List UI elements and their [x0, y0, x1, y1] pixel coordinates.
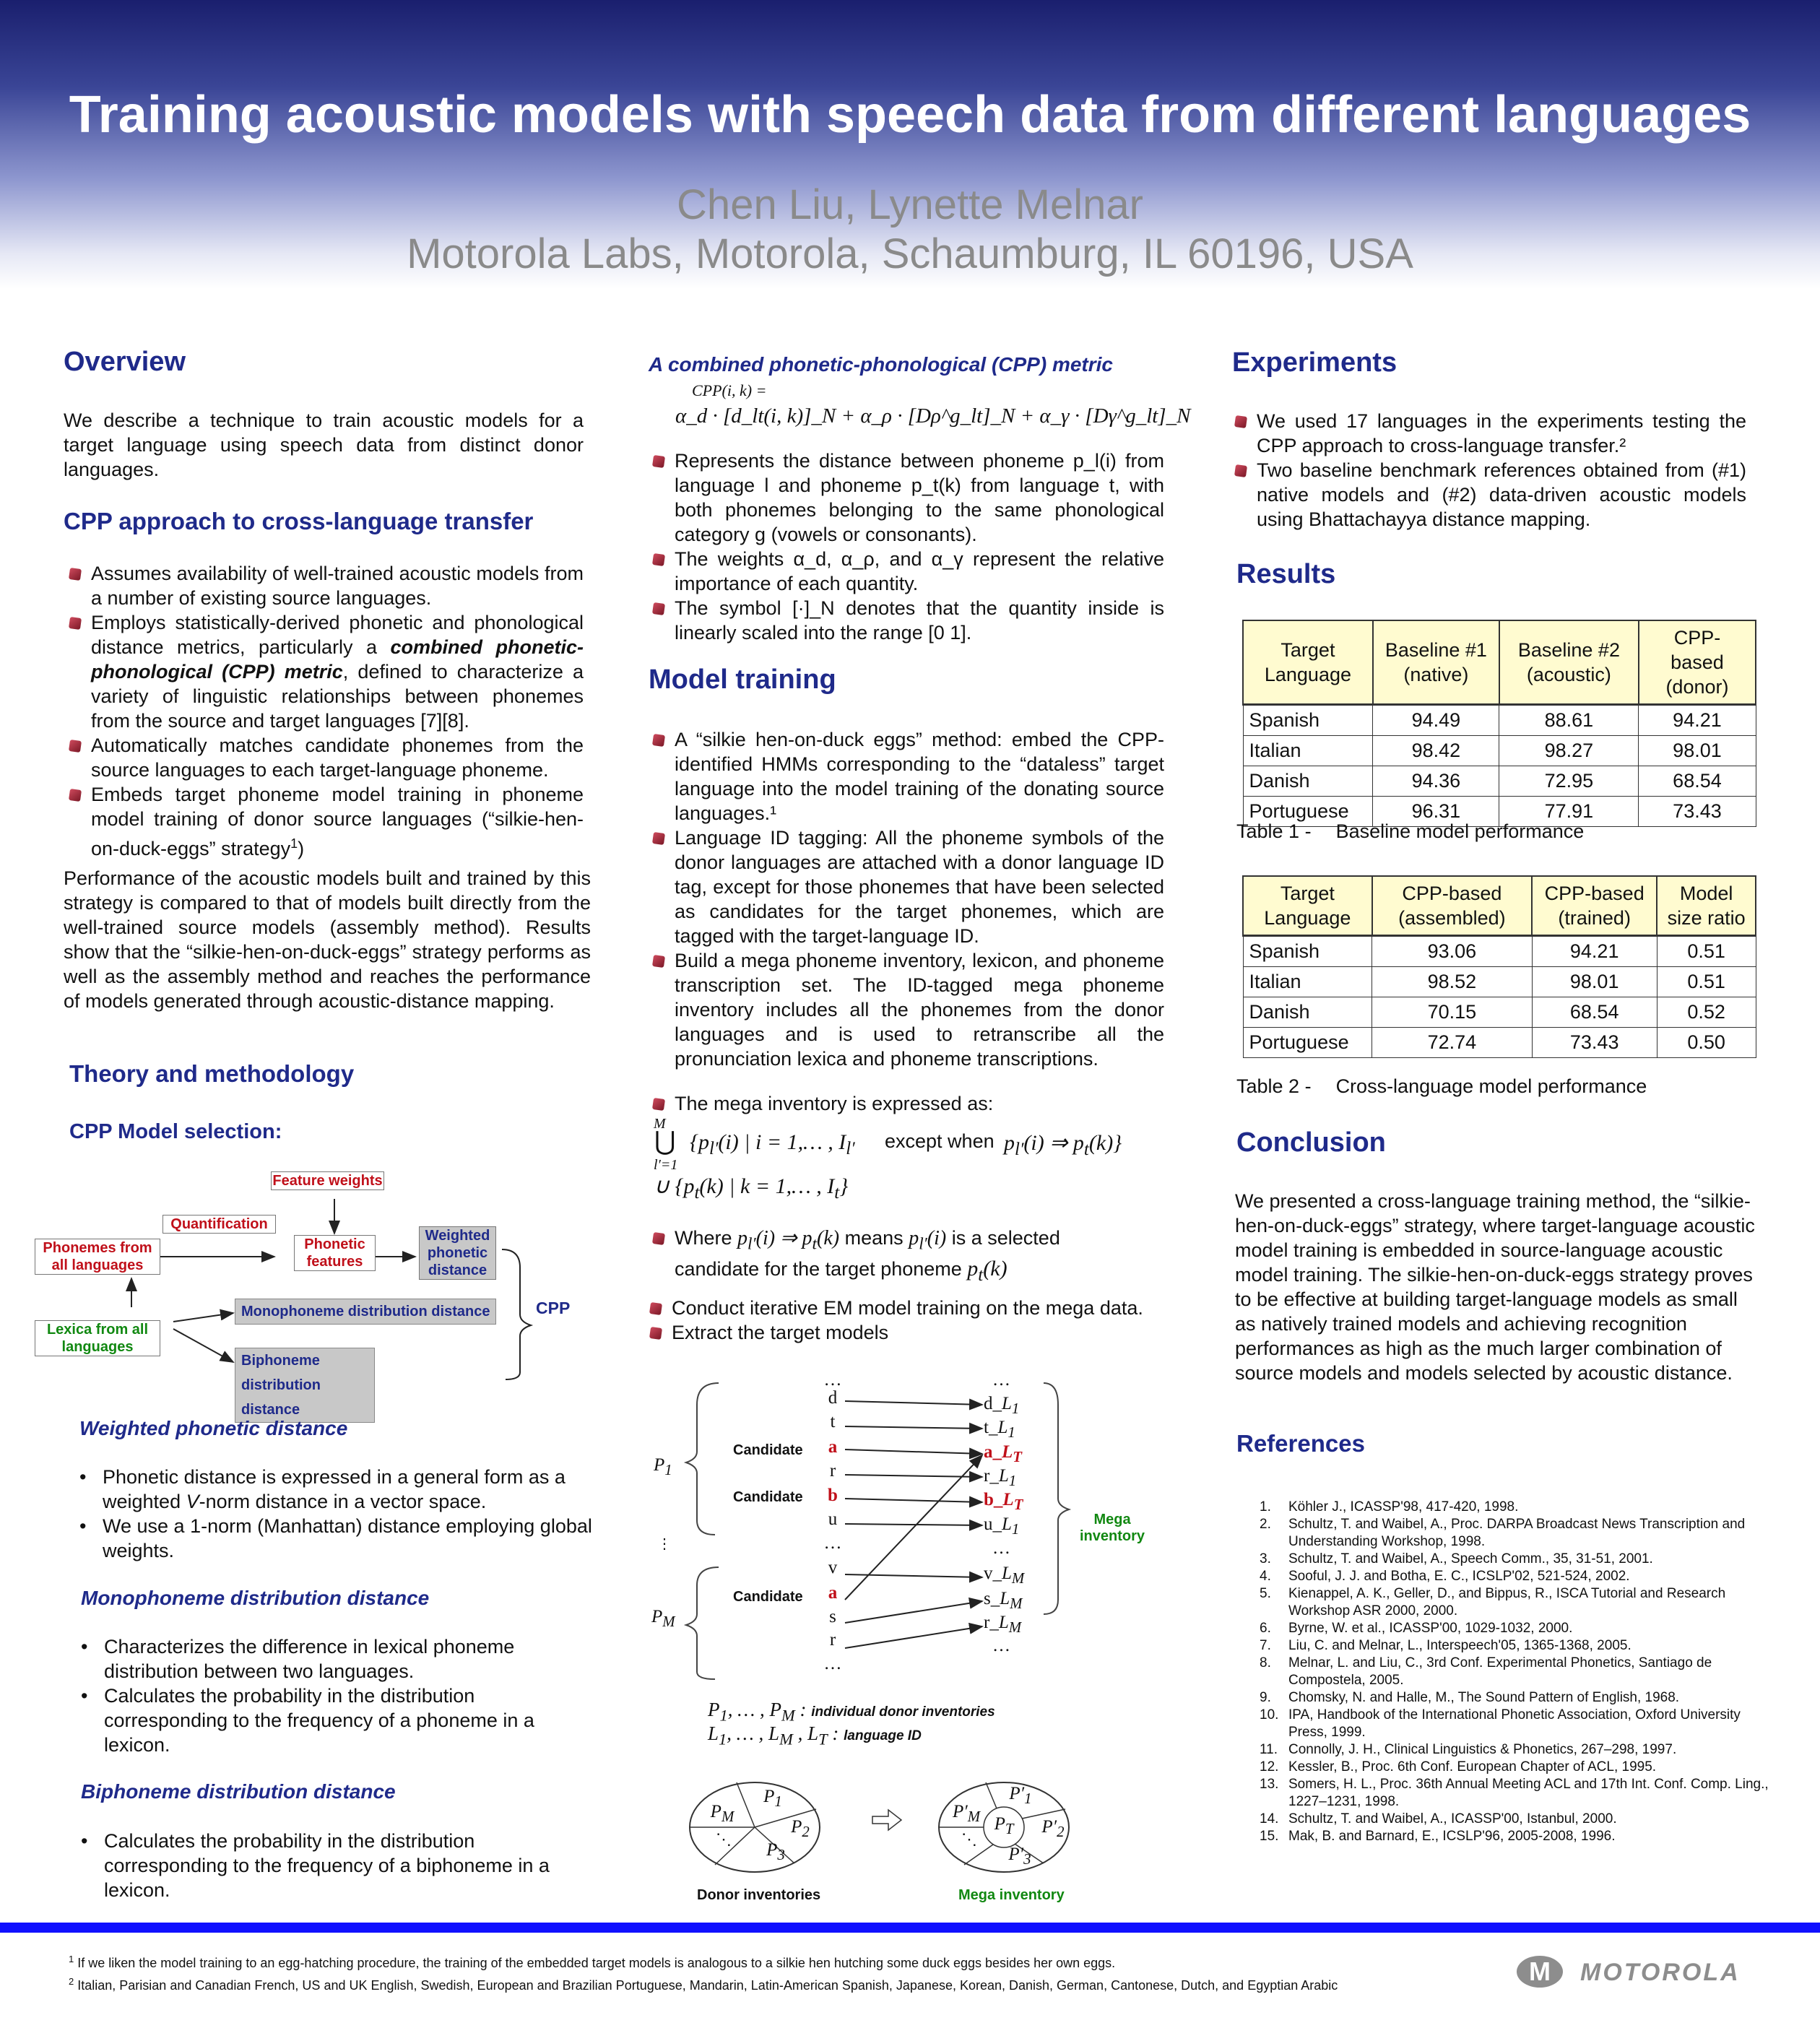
reference-text: Mak, B. and Barnard, E., ICSLP'96, 2005-2008, 1996.: [1288, 1829, 1616, 1844]
where-a: Where: [675, 1227, 732, 1249]
reference-number: 15.: [1260, 1829, 1279, 1844]
mega-set-1: {$p_{l'}(i)$ | i = 1,… , $I_{l'}$: [690, 1130, 855, 1158]
vertical-ellipsis: ⋮: [657, 1536, 672, 1552]
table1-cell: 94.21: [1639, 705, 1756, 736]
authors: Chen Liu, Lynette Melnar: [677, 181, 1143, 228]
training-bullet-6: Conduct iterative EM model training on the mega data.: [647, 1296, 1161, 1320]
where-d: candidate for the target phoneme: [675, 1257, 962, 1280]
reference-number: 5.: [1260, 1586, 1271, 1601]
reference-item: [1260, 1655, 1772, 1689]
source-phoneme: …: [823, 1370, 842, 1390]
reference-item: [1260, 1689, 1772, 1707]
cpp-label: CPP: [536, 1299, 571, 1317]
cpp-bullet-2-post: , defined to characterize a variety of linguistic relationships between phonemes from the source and target languages [7][8].: [91, 661, 584, 732]
source-phoneme: d: [828, 1388, 838, 1408]
table2-cell: Spanish: [1243, 936, 1372, 967]
reference-text: Connolly, J. H., Clinical Linguistics & Phonetics, 267–298, 1997.: [1288, 1742, 1677, 1757]
mega-phoneme: …: [992, 1636, 1010, 1655]
results-table-1: [1242, 620, 1756, 827]
cpp-bullet-2: [66, 610, 584, 733]
results-table-2: [1242, 875, 1756, 1058]
experiments-bullet-1: We used 17 languages in the experiments testing the CPP approach to cross-language transfer.²: [1232, 409, 1746, 458]
footnote-2-text: Italian, Parisian and Canadian French, US and UK English, Swedish, European and Brazilian Portuguese, Mandarin, Latin-American Spanish, Japanese, Korean, Danish, German, Cantonese, Dutch, and Egyptian Arabic: [77, 1978, 1338, 1993]
cpp-selection-diagram: [29, 1163, 592, 1418]
table2-cell: 70.15: [1372, 997, 1532, 1028]
experiments-bullet-2: Two baseline benchmark references obtained from (#1) native models and (#2) data-driven acoustic models using Bhattachayya distance mapping.: [1232, 458, 1746, 532]
cpp-bullet-3: Automatically matches candidate phonemes from the source languages to each target-language phoneme.: [66, 733, 584, 782]
mdd-bullet-2: • Calculates the probability in the distribution corresponding to the frequency of a phoneme in a lexicon.: [66, 1684, 586, 1757]
table1-cell: Portuguese: [1243, 797, 1373, 827]
union-symbol: ⋃: [654, 1127, 676, 1156]
table1-caption-text: Baseline model performance: [1335, 820, 1585, 842]
table-row: [1243, 1028, 1756, 1058]
table2-cell: Portuguese: [1243, 1028, 1372, 1058]
training-bullet-7: Extract the target models: [647, 1320, 1161, 1345]
wpd-bullet-1-italic: V: [186, 1491, 199, 1512]
reference-number: 7.: [1260, 1638, 1271, 1653]
table2-cell: Danish: [1243, 997, 1372, 1028]
table1-cell: 72.95: [1499, 766, 1639, 797]
table2-header-0: Target Language: [1243, 876, 1372, 936]
quantification-box: Quantification: [162, 1215, 276, 1234]
reference-item: [1260, 1811, 1772, 1828]
table1-caption: [1236, 820, 1584, 843]
circle-p3: $P_3$: [766, 1840, 785, 1863]
table-row: [1243, 967, 1756, 997]
table2-cell: 0.52: [1657, 997, 1756, 1028]
reference-item: [1260, 1516, 1772, 1551]
reference-text: Kienappel, A. K., Geller, D., and Bippus, R., ISCA Tutorial and Research Workshop ASR 2000, 2000.: [1288, 1586, 1726, 1618]
table1-header-0: Target Language: [1243, 620, 1373, 705]
table2-header-1: CPP-based (assembled): [1372, 876, 1532, 936]
bdd-list: [66, 1829, 586, 1902]
table2-header-row: [1243, 876, 1756, 936]
cpp-bullet-4: [66, 782, 584, 861]
bdd-bullet-1: • Calculates the probability in the distribution corresponding to the frequency of a biphoneme in a lexicon.: [66, 1829, 586, 1902]
table-row: [1243, 997, 1756, 1028]
source-phoneme: t: [830, 1412, 836, 1431]
legend-lang-text: language ID: [844, 1728, 922, 1743]
mega-inventory-caption: Mega inventory: [958, 1887, 1065, 1903]
legend-lang: $L_1$, … , $L_M$ , $L_T$ : language ID: [708, 1722, 922, 1748]
where-b: means: [844, 1227, 904, 1249]
training-bullet-4: The mega inventory is expressed as:: [650, 1091, 1164, 1116]
source-phoneme: r: [829, 1461, 836, 1481]
reference-text: Sooful, J. J. and Botha, E. C., ICSLP'02, 521-524, 2002.: [1288, 1569, 1630, 1584]
reference-text: IPA, Handbook of the International Phonetic Association, Oxford University Press, 1999.: [1288, 1707, 1741, 1740]
motorola-logo-text: MOTOROLA: [1580, 1959, 1741, 1986]
table2-caption-text: Cross-language model performance: [1335, 1075, 1647, 1097]
experiments-heading: Experiments: [1232, 347, 1398, 378]
bdd-heading: Biphoneme distribution distance: [81, 1780, 396, 1803]
table1-cell: Spanish: [1243, 705, 1373, 736]
cpp-bullet-2-bold: combined phonetic-phonological (CPP) metric: [91, 636, 584, 682]
reference-text: Köhler J., ICASSP'98, 417-420, 1998.: [1288, 1499, 1519, 1514]
cpp-metric-heading: A combined phonetic-phonological (CPP) metric: [649, 353, 1113, 376]
reference-text: Melnar, L. and Liu, C., 3rd Conf. Experimental Phonetics, Santiago de Compostela, 2005.: [1288, 1655, 1712, 1688]
training-list-2: [647, 1296, 1161, 1345]
table1-cell: 98.27: [1499, 736, 1639, 766]
reference-number: 1.: [1260, 1499, 1271, 1514]
weighted-distance-box: Weighted phonetic distance: [419, 1226, 496, 1280]
table1-header-1: Baseline #1 (native): [1373, 620, 1499, 705]
table1-cell: 68.54: [1639, 766, 1756, 797]
mega-circle-p3: $P'_3$: [1008, 1845, 1031, 1868]
table-row: [1243, 705, 1756, 736]
mega-phoneme: $t\_L_1$: [984, 1418, 1015, 1441]
cpp-bullet-4-pre: Embeds target phoneme model training in phoneme model training of donor source languages (“silkie-hen-on-duck-eggs” strategy: [91, 784, 584, 859]
mega-circle-pm: $P'_M$: [952, 1802, 981, 1825]
motorola-logo-icon: M: [1517, 1956, 1563, 1988]
metric-list: [650, 448, 1164, 645]
wpd-bullet-1-pre: Phonetic distance is expressed in a general form as a weighted: [103, 1466, 566, 1512]
reference-item: [1260, 1585, 1772, 1620]
candidate-label-1: Candidate: [733, 1442, 803, 1458]
table-row: [1243, 936, 1756, 967]
table1-caption-num: Table 1 -: [1236, 820, 1312, 842]
reference-number: 6.: [1260, 1621, 1271, 1636]
where-formula-2: $p_{l'}(i)$: [909, 1227, 947, 1254]
circle-p2: $P_2$: [791, 1817, 810, 1840]
table2-cell: Italian: [1243, 967, 1372, 997]
table2-header-2: CPP-based (trained): [1532, 876, 1657, 936]
table2-body: [1243, 936, 1756, 1058]
reference-text: Schultz, T. and Waibel, A., ICASSP'00, Istanbul, 2000.: [1288, 1811, 1617, 1826]
mega-circle-p2: $P'_2$: [1041, 1817, 1065, 1840]
overview-text: We describe a technique to train acoustic models for a target language using speech data from distinct donor languages.: [64, 410, 584, 480]
table1-cell: 94.49: [1373, 705, 1499, 736]
p1-label: $P_1$: [654, 1455, 672, 1478]
reference-item: [1260, 1568, 1772, 1585]
cpp-bullet-4-post: ): [298, 838, 305, 859]
except-when: except when: [885, 1130, 994, 1152]
references-heading: References: [1236, 1430, 1365, 1457]
where-formula-3: $p_t(k)$: [967, 1256, 1008, 1285]
table2-cell: 73.43: [1532, 1028, 1657, 1058]
table2-cell: 98.52: [1372, 967, 1532, 997]
reference-number: 2.: [1260, 1517, 1271, 1532]
mega-circle-p1: $P'_1$: [1009, 1784, 1032, 1807]
mega-phoneme: $d\_L_1$: [984, 1394, 1020, 1417]
circle-ellipsis: ⋱: [716, 1830, 732, 1848]
legend-donor-text: individual donor inventories: [811, 1704, 995, 1720]
table2-cell: 68.54: [1532, 997, 1657, 1028]
experiments-list: [1232, 409, 1746, 532]
source-phoneme: s: [829, 1607, 836, 1626]
wpd-heading: Weighted phonetic distance: [79, 1417, 348, 1439]
cpp-bullet-1: Assumes availability of well-trained acoustic models from a number of existing source languages.: [66, 561, 584, 610]
reference-number: 13.: [1260, 1777, 1279, 1792]
footer-rule: [0, 1923, 1820, 1933]
lexica-box: Lexica from all languages: [35, 1320, 160, 1356]
mega-set-2: ∪ {$p_t(k)$ | k = 1,… , $I_t$}: [654, 1174, 849, 1202]
union-top-index: M: [654, 1116, 666, 1132]
reference-number: 11.: [1260, 1742, 1278, 1757]
source-phoneme: a: [828, 1437, 838, 1457]
table2-cell: 0.51: [1657, 936, 1756, 967]
table1-cell: Danish: [1243, 766, 1373, 797]
reference-text: Kessler, B., Proc. 6th Conf. European Chapter of ACL, 1995.: [1288, 1759, 1657, 1774]
source-phoneme: …: [823, 1654, 842, 1673]
circle-pm: $P_M$: [710, 1802, 734, 1825]
source-phoneme: …: [823, 1533, 842, 1553]
reference-item: [1260, 1499, 1772, 1516]
wpd-bullet-1-post: -norm distance in a vector space.: [199, 1491, 487, 1512]
cpp-bullet-2-pre: Employs statistically-derived phonetic and phonological distance metrics, particularly a: [91, 612, 584, 658]
source-phoneme: b: [828, 1486, 838, 1505]
table2-caption: [1236, 1075, 1647, 1098]
wpd-list: [65, 1465, 599, 1563]
wpd-bullet-1: [65, 1465, 599, 1514]
reference-text: Byrne, W. et al., ICASSP'00, 1029-1032, 2000.: [1288, 1621, 1573, 1636]
phonetic-features-box: Phonetic features: [294, 1235, 376, 1271]
reference-item: [1260, 1828, 1772, 1845]
cpp-approach-list: [66, 561, 584, 861]
theory-heading: Theory and methodology: [69, 1060, 355, 1087]
table-row: [1243, 736, 1756, 766]
table2-cell: 93.06: [1372, 936, 1532, 967]
candidate-label-3: Candidate: [733, 1589, 803, 1605]
reference-number: 3.: [1260, 1551, 1271, 1566]
table1-cell: 77.91: [1499, 797, 1639, 827]
conclusion-heading: Conclusion: [1236, 1127, 1386, 1158]
mega-phoneme: …: [992, 1538, 1010, 1558]
table2-cell: 94.21: [1532, 936, 1657, 967]
mega-phoneme: $v\_L_M$: [984, 1564, 1025, 1587]
where-line: [650, 1226, 1164, 1288]
legend-donor: $P_1$, … , $P_M$ : individual donor inventories: [708, 1699, 995, 1725]
table1-header-2: Baseline #2 (acoustic): [1499, 620, 1639, 705]
mega-phoneme: $r\_L_M$: [984, 1613, 1022, 1636]
mdd-list: [66, 1634, 586, 1757]
reference-number: 9.: [1260, 1690, 1271, 1705]
training-bullet-3: Build a mega phoneme inventory, lexicon, and phoneme transcription set. The ID-tagged mega phoneme inventory includes all the phonemes from the donor languages and is used to retranscribe all the pronunciation lexica and phoneme transcriptions.: [650, 948, 1164, 1071]
formula-line2: α_d · [d_lt(i, k)]_N + α_ρ · [Dρ^g_lt]_N + α_γ · [Dγ^g_lt]_N: [675, 404, 1191, 428]
references-list: [1260, 1499, 1772, 1845]
table1-cell: 98.01: [1639, 736, 1756, 766]
mega-inventory-label: Mega inventory: [1079, 1512, 1145, 1544]
monophoneme-box: Monophoneme distribution distance: [235, 1299, 496, 1325]
reference-text: Chomsky, N. and Halle, M., The Sound Pattern of English, 1968.: [1288, 1690, 1680, 1705]
table1-cell: 96.31: [1373, 797, 1499, 827]
cpp-bullet-4-sup: 1: [290, 836, 298, 851]
phonemes-box: Phonemes from all languages: [35, 1239, 160, 1275]
wpd-bullet-2: • We use a 1-norm (Manhattan) distance employing global weights.: [65, 1514, 599, 1563]
phoneme-mapping-diagram: [643, 1369, 1177, 1694]
reference-number: 14.: [1260, 1811, 1279, 1826]
model-training-heading: Model training: [649, 664, 836, 695]
mega-condition: $p_{l'}(i)$ ⇒ $p_t(k)$}: [1004, 1131, 1122, 1159]
inventory-circles: [686, 1777, 1091, 1885]
reference-item: [1260, 1776, 1772, 1811]
pm-label: $P_M$: [651, 1607, 675, 1630]
where-c: is a selected: [951, 1227, 1060, 1249]
reference-item: [1260, 1620, 1772, 1637]
circle-p1: $P_1$: [763, 1787, 782, 1810]
reference-number: 4.: [1260, 1569, 1271, 1584]
reference-item: [1260, 1741, 1772, 1759]
table1-cell: Italian: [1243, 736, 1373, 766]
mega-intro: [650, 1091, 1164, 1116]
table1-header-row: [1243, 620, 1756, 705]
cpp-approach-heading: CPP approach to cross-language transfer: [64, 508, 534, 534]
formula-line1: CPP(i, k) =: [692, 381, 767, 399]
results-heading: Results: [1236, 559, 1336, 589]
training-bullet-5: [650, 1226, 1164, 1288]
reference-number: 12.: [1260, 1759, 1279, 1774]
table2-cell: 0.51: [1657, 967, 1756, 997]
reference-text: Liu, C. and Melnar, L., Interspeech'05, 1365-1368, 2005.: [1288, 1638, 1632, 1653]
affiliation: Motorola Labs, Motorola, Schaumburg, IL 60196, USA: [407, 230, 1413, 277]
source-phoneme: u: [828, 1509, 838, 1529]
reference-text: Somers, H. L., Proc. 36th Annual Meeting ACL and 17th Int. Conf. Comp. Ling., 1227–1231, 1998.: [1288, 1777, 1769, 1809]
table2-header-3: Model size ratio: [1657, 876, 1756, 936]
reference-item: [1260, 1707, 1772, 1741]
table1-body: [1243, 705, 1756, 827]
candidate-label-2: Candidate: [733, 1489, 803, 1505]
footnotes: [69, 1950, 1354, 1995]
mega-circle-pt: $P_T$: [994, 1814, 1014, 1837]
metric-bullet-2: The weights α_d, α_ρ, and α_γ represent the relative importance of each quantity.: [650, 547, 1164, 596]
donor-inventories-label: Donor inventories: [697, 1887, 821, 1903]
conclusion-text: We presented a cross-language training method, the “silkie-hen-on-duck-eggs” strategy, where target-language acoustic model training is embedded in source-language acoustic model training. The silkie-hen-on-duck-eggs strategy proves to be effective at building target-language models as small as natively trained models and achieving recognition performances as high as the much larger combination of source models and models selected by acoustic distance.: [1235, 1190, 1755, 1384]
footnote-2: $^2$ Italian, Parisian and Canadian French, US and UK English, Swedish, European and Brazilian Portuguese, Mandarin, Latin-American Spanish, Japanese, Korean, Danish, German, Cantonese, Dutch, and Egyptian Arabic: [69, 1976, 1338, 1993]
table1-cell: 98.42: [1373, 736, 1499, 766]
mega-circle-ellipsis: ⋱: [961, 1830, 977, 1848]
source-phoneme: a: [828, 1583, 838, 1603]
cpp-approach-paragraph: Performance of the acoustic models built and trained by this strategy is compared to that of models built directly from the well-trained source models (assembly method). Results show that the “silkie-hen-on-duck-eggs” strategy performs as well as the assembly method and reaches the performance of models generated through acoustic-distance mapping.: [64, 867, 591, 1012]
mega-phoneme: $b\_L_T$: [984, 1490, 1023, 1513]
mega-phoneme: $a\_L_T$: [984, 1442, 1023, 1465]
table1-cell: 94.36: [1373, 766, 1499, 797]
reference-text: Schultz, T. and Waibel, A., Proc. DARPA Broadcast News Transcription and Understanding Workshop, 1998.: [1288, 1517, 1746, 1549]
reference-item: [1260, 1551, 1772, 1568]
training-list: [650, 727, 1164, 1071]
mega-phoneme: …: [992, 1370, 1010, 1390]
poster-title: Training acoustic models with speech data from different languages: [69, 86, 1751, 144]
source-phoneme: v: [828, 1558, 838, 1577]
feature-weights-box: Feature weights: [271, 1171, 384, 1190]
table2-cell: 98.01: [1532, 967, 1657, 997]
reference-item: [1260, 1637, 1772, 1655]
biphoneme-box: Biphoneme distribution distance: [235, 1348, 375, 1423]
table2-cell: 72.74: [1372, 1028, 1532, 1058]
table-row: [1243, 766, 1756, 797]
reference-text: Schultz, T. and Waibel, A., Speech Comm., 35, 31-51, 2001.: [1288, 1551, 1653, 1566]
reference-number: 10.: [1260, 1707, 1279, 1722]
training-bullet-1: A “silkie hen-on-duck eggs” method: embed the CPP-identified HMMs corresponding to the “dataless” target language into the model training of the donating source languages.¹: [650, 727, 1164, 826]
table1-cell: 88.61: [1499, 705, 1639, 736]
table2-cell: 0.50: [1657, 1028, 1756, 1058]
table2-caption-num: Table 2 -: [1236, 1075, 1312, 1097]
table1-cell: 73.43: [1639, 797, 1756, 827]
footnote-1-text: If we liken the model training to an egg-hatching procedure, the training of the embedded target models is analogous to a silkie hen hutching some duck eggs besides her own eggs.: [77, 1956, 1116, 1970]
union-bottom-index: l′=1: [654, 1157, 678, 1173]
reference-number: 8.: [1260, 1655, 1271, 1670]
training-bullet-2: Language ID tagging: All the phoneme symbols of the donor languages are attached with a donor language ID tag, except for those phonemes that have been selected as candidates for the target phonemes, which are tagged with the target-language ID.: [650, 826, 1164, 948]
metric-bullet-3: The symbol [·]_N denotes that the quantity inside is linearly scaled into the range [0 1].: [650, 596, 1164, 645]
mdd-heading: Monophoneme distribution distance: [81, 1587, 430, 1609]
mdd-bullet-1: • Characterizes the difference in lexical phoneme distribution between two languages.: [66, 1634, 586, 1684]
metric-bullet-1: Represents the distance between phoneme p_l(i) from language l and phoneme p_t(k) from language t, with both phonemes belonging to the same phonological category g (vowels or consonants).: [650, 448, 1164, 547]
footnote-1: $^1$ If we liken the model training to an egg-hatching procedure, the training of the embedded target models is analogous to a silkie hen hutching some duck eggs besides her own eggs.: [69, 1954, 1116, 1970]
mega-phoneme: $r\_L_1$: [984, 1466, 1017, 1489]
mega-phoneme: $s\_L_M$: [984, 1589, 1023, 1612]
model-selection-subheading: CPP Model selection:: [69, 1120, 282, 1143]
mega-phoneme: $u\_L_1$: [984, 1514, 1020, 1538]
overview-heading: Overview: [64, 347, 186, 377]
source-phoneme: r: [829, 1630, 836, 1650]
where-formula: $p_{l'}(i)$ ⇒ $p_t(k)$: [737, 1227, 840, 1254]
reference-item: [1260, 1759, 1772, 1776]
table1-header-3: CPP-based (donor): [1639, 620, 1756, 705]
